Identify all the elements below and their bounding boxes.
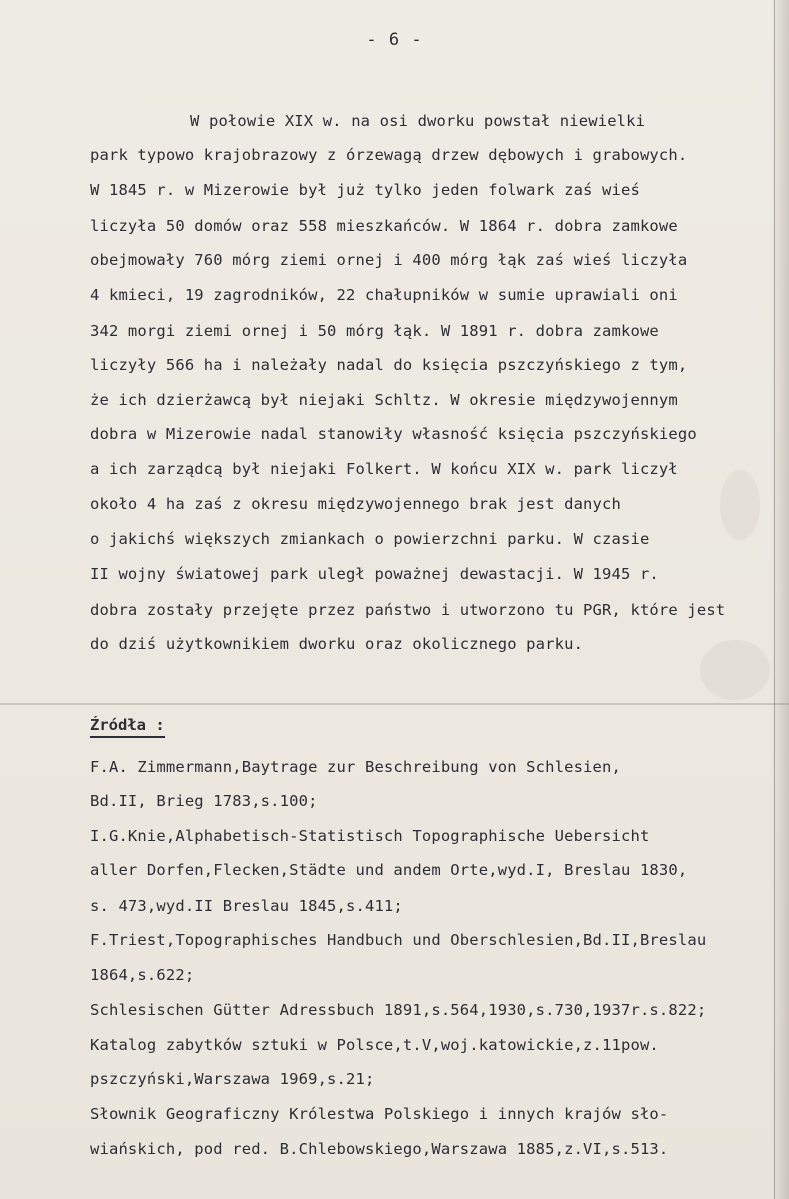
body-text-line: dobra zostały przejęte przez państwo i utworzono tu PGR, które jest bbox=[90, 601, 726, 619]
paper-smudge bbox=[700, 640, 770, 700]
page-fold-line bbox=[0, 703, 789, 705]
body-text-line: W 1845 r. w Mizerowie był już tylko jeden folwark zaś wieś bbox=[90, 181, 640, 199]
body-text-line: że ich dzierżawcą był niejaki Schltz. W okresie międzywojennym bbox=[90, 391, 678, 409]
source-line: Schlesischen Gütter Adressbuch 1891,s.564,1930,s.730,1937r.s.822; bbox=[90, 1001, 707, 1019]
source-line: s. 473,wyd.II Breslau 1845,s.411; bbox=[90, 897, 403, 915]
body-text-line: II wojny światowej park uległ poważnej dewastacji. W 1945 r. bbox=[90, 565, 659, 583]
source-line: 1864,s.622; bbox=[90, 966, 195, 984]
body-text-line: park typowo krajobrazowy z órzewagą drzew dębowych i grabowych. bbox=[90, 146, 688, 164]
source-line: F.A. Zimmermann,Baytrage zur Beschreibung von Schlesien, bbox=[90, 758, 621, 776]
body-text-line: 342 morgi ziemi ornej i 50 mórg łąk. W 1891 r. dobra zamkowe bbox=[90, 322, 659, 340]
source-line: aller Dorfen,Flecken,Städte und andem Orte,wyd.I, Breslau 1830, bbox=[90, 861, 688, 879]
body-text-line: o jakichś większych zmiankach o powierzchni parku. W czasie bbox=[90, 530, 650, 548]
source-line: Bd.II, Brieg 1783,s.100; bbox=[90, 792, 318, 810]
page-number: - 6 - bbox=[366, 30, 423, 50]
page-edge-line bbox=[774, 0, 775, 1199]
source-line: I.G.Knie,Alphabetisch-Statistisch Topographische Uebersicht bbox=[90, 827, 650, 845]
source-line: pszczyński,Warszawa 1969,s.21; bbox=[90, 1070, 375, 1088]
source-line: wiańskich, pod red. B.Chlebowskiego,Warszawa 1885,z.VI,s.513. bbox=[90, 1140, 669, 1158]
paper-smudge bbox=[720, 470, 760, 540]
body-text-line: liczyły 566 ha i należały nadal do księcia pszczyńskiego z tym, bbox=[90, 356, 688, 374]
body-text-line: około 4 ha zaś z okresu międzywojennego brak jest danych bbox=[90, 495, 621, 513]
body-text-line: do dziś użytkownikiem dworku oraz okolicznego parku. bbox=[90, 635, 584, 653]
body-text-line: a ich zarządcą był niejaki Folkert. W końcu XIX w. park liczył bbox=[90, 460, 678, 478]
body-text-line: W połowie XIX w. na osi dworku powstał niewielki bbox=[190, 112, 646, 130]
source-line: Katalog zabytków sztuki w Polsce,t.V,woj.katowickie,z.11pow. bbox=[90, 1036, 659, 1054]
body-text-line: dobra w Mizerowie nadal stanowiły własność księcia pszczyńskiego bbox=[90, 425, 697, 443]
body-text-line: liczyła 50 domów oraz 558 mieszkańców. W 1864 r. dobra zamkowe bbox=[90, 217, 678, 235]
body-text-line: 4 kmieci, 19 zagrodników, 22 chałupników w sumie uprawiali oni bbox=[90, 286, 678, 304]
body-text-line: obejmowały 760 mórg ziemi ornej i 400 mórg łąk zaś wieś liczyła bbox=[90, 251, 688, 269]
source-line: F.Triest,Topographisches Handbuch und Oberschlesien,Bd.II,Breslau bbox=[90, 931, 707, 949]
source-line: Słownik Geograficzny Królestwa Polskiego i innych krajów sło- bbox=[90, 1105, 669, 1123]
sources-heading: Źródła : bbox=[90, 716, 165, 738]
